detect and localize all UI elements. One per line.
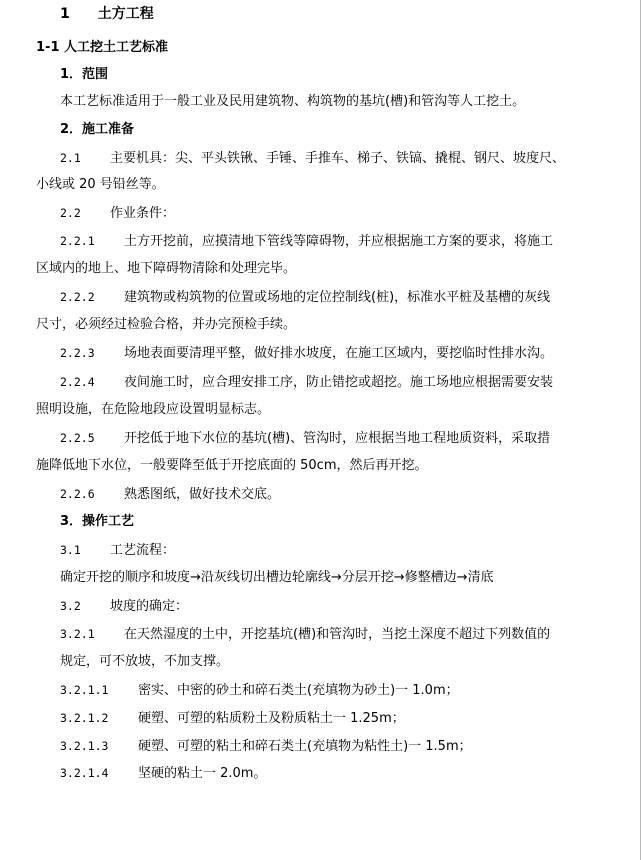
para-3-2-1-3 bbox=[60, 737, 472, 756]
para-3-2-1-2-text: 硬塑、可塑的粘质粉土及粉质粘土一 1.25m； bbox=[138, 711, 405, 726]
para-3-2-1-line1 bbox=[60, 625, 550, 644]
section-1-title: 1．范围 bbox=[60, 67, 109, 82]
para-2-2-number: 2.2 bbox=[60, 206, 81, 220]
para-2-2-2-line2: 尺寸，必须经过检验合格，并办完预检手续。 bbox=[36, 317, 297, 332]
para-3-2-1-2 bbox=[60, 709, 405, 728]
para-3-2-1-line2: 规定，可不放坡，不加支撑。 bbox=[60, 654, 230, 669]
para-3-2-1-4 bbox=[60, 764, 266, 783]
para-2-2-5-number: 2.2.5 bbox=[60, 431, 95, 445]
para-2-2-3-line1 bbox=[60, 344, 553, 363]
para-3-2-1-4-text: 坚硬的粘土一 2.0m。 bbox=[138, 766, 267, 781]
para-3-2-1-number: 3.2.1 bbox=[60, 627, 95, 641]
para-2-2-4-line1 bbox=[60, 373, 553, 392]
para-2-2-4-line2: 照明设施，在危险地段应设置明显标志。 bbox=[36, 402, 271, 417]
para-2-2-4-number: 2.2.4 bbox=[60, 375, 95, 389]
para-2-2-1-text: 土方开挖前，应摸清地下管线等障碍物，并应根据施工方案的要求，将施工 bbox=[124, 234, 554, 249]
para-2-1-number: 2.1 bbox=[60, 151, 81, 165]
heading-1-number: 1 bbox=[60, 6, 70, 22]
process-flow: 确定开挖的顺序和坡度→沿灰线切出槽边轮廓线→分层开挖→修整槽边→清底 bbox=[60, 570, 494, 585]
para-2-1-text: 主要机具：尖、平头铁锹、手锤、手推车、梯子、铁镐、撬棍、钢尺、坡度尺、 bbox=[110, 151, 566, 166]
para-2-2-6-line1 bbox=[60, 485, 280, 504]
para-2-2-4-text: 夜间施工时，应合理安排工序，防止错挖或超挖。施工场地应根据需要安装 bbox=[124, 375, 554, 390]
para-3-2-1-3-text: 硬塑、可塑的粘土和碎石类土(充填物为粘性土)一 1.5m； bbox=[138, 739, 472, 754]
para-2-2-5-line2: 施降低地下水位，一般要降至低于开挖底面的 50cm，然后再开挖。 bbox=[36, 458, 428, 473]
para-3-2-1-1-number: 3.2.1.1 bbox=[60, 683, 109, 697]
para-3-1-number: 3.1 bbox=[60, 543, 81, 557]
para-2-2-3-text: 场地表面要清理平整，做好排水坡度，在施工区域内，要挖临时性排水沟。 bbox=[124, 346, 554, 361]
para-2-2 bbox=[60, 204, 175, 223]
para-3-2-1-1-text: 密实、中密的砂土和碎石类土(充填物为砂土)一 1.0m； bbox=[138, 683, 459, 698]
heading-2: 1-1 人工挖土工艺标准 bbox=[36, 40, 169, 55]
section-1-text: 本工艺标准适用于一般工业及民用建筑物、构筑物的基坑(槽)和管沟等人工挖土。 bbox=[60, 94, 526, 109]
para-2-2-5-text: 开挖低于地下水位的基坑(槽)、管沟时，应根据当地工程地质资料，采取措 bbox=[124, 431, 551, 446]
para-2-2-1-number: 2.2.1 bbox=[60, 234, 95, 248]
para-3-2-1-4-number: 3.2.1.4 bbox=[60, 766, 109, 780]
para-2-2-2-text: 建筑物或构筑物的位置或场地的定位控制线(桩)，标准水平桩及基槽的灰线 bbox=[124, 290, 551, 305]
para-3-2 bbox=[60, 597, 188, 616]
para-3-1-text: 工艺流程： bbox=[110, 543, 176, 558]
section-2-title: 2．施工准备 bbox=[60, 122, 135, 137]
para-2-1-line1 bbox=[60, 149, 565, 168]
para-3-2-1-2-number: 3.2.1.2 bbox=[60, 711, 109, 725]
para-2-2-3-number: 2.2.3 bbox=[60, 346, 95, 360]
para-2-2-2-number: 2.2.2 bbox=[60, 290, 95, 304]
para-2-2-1-line2: 区域内的地上、地下障碍物清除和处理完毕。 bbox=[36, 261, 297, 276]
para-3-1 bbox=[60, 541, 175, 560]
para-2-1-line2: 小线或 20 号铅丝等。 bbox=[36, 177, 165, 192]
para-3-2-1-text: 在天然湿度的土中，开挖基坑(槽)和管沟时，当挖土深度不超过下列数值的 bbox=[124, 627, 551, 642]
para-3-2-1-1 bbox=[60, 681, 459, 700]
para-3-2-text: 坡度的确定： bbox=[110, 599, 189, 614]
para-3-2-1-3-number: 3.2.1.3 bbox=[60, 739, 109, 753]
heading-1 bbox=[60, 5, 154, 23]
para-2-2-1-line1 bbox=[60, 232, 553, 251]
para-2-2-5-line1 bbox=[60, 429, 550, 448]
para-2-2-6-text: 熟悉图纸，做好技术交底。 bbox=[124, 487, 281, 502]
para-2-2-text: 作业条件： bbox=[110, 206, 176, 221]
para-2-2-6-number: 2.2.6 bbox=[60, 487, 95, 501]
para-2-2-2-line1 bbox=[60, 288, 550, 307]
section-3-title: 3．操作工艺 bbox=[60, 514, 135, 529]
heading-1-title: 土方工程 bbox=[97, 6, 154, 22]
para-3-2-number: 3.2 bbox=[60, 599, 81, 613]
